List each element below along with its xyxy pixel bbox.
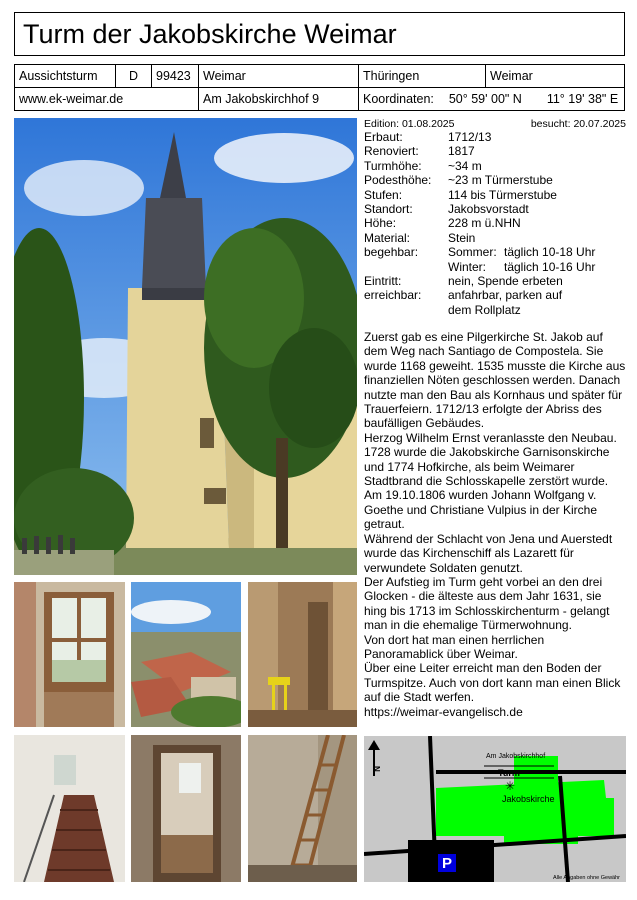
fact-elevation: Höhe: 228 m ü.NHN [364, 216, 521, 231]
district: Weimar [486, 65, 625, 88]
fact-accessible: begehbar: Sommer: täglich 10-18 Uhr Winter: täglich 10-16 Uhr [364, 245, 596, 274]
latitude: 50° 59' 00" N [448, 92, 522, 106]
tower-marker-icon: ✳ [504, 779, 516, 793]
city: Weimar [199, 65, 359, 88]
map-disclaimer: Alle Angaben ohne Gewähr [553, 875, 620, 881]
photo-panorama [131, 582, 241, 727]
north-arrow-icon [368, 740, 380, 750]
summer-label: Sommer: [448, 245, 497, 260]
paragraph-history: Zuerst gab es eine Pilgerkirche St. Jakob auf dem Weg nach Santiago de Compostela. Sie wurde 1168 geweiht. 1535 musste die Kirche aus finanziellen Nöten geschlossen werden. Danach nutzte man den Bau als Kornhaus und später für Trauerfeiern. 1712/13 erfolgte der Abriss des baufälligen Gebäudes. [364, 330, 626, 431]
map-north-label: N [372, 766, 381, 772]
facts-list [364, 130, 626, 317]
fact-platform-height: Podesthöhe: ~23 m Türmerstube [364, 173, 553, 188]
winter-hours: täglich 10-16 Uhr [504, 259, 596, 274]
fact-admission: Eintritt: nein, Spende erbeten [364, 274, 563, 289]
visit-date: besucht: 20.07.2025 [530, 118, 626, 130]
info-table [14, 64, 625, 111]
fact-material: Material: Stein [364, 230, 476, 245]
fact-steps: Stufen: 114 bis Türmerstube [364, 187, 557, 202]
location-map [364, 736, 626, 882]
address: Am Jakobskirchhof 9 [199, 88, 359, 111]
photo-tower-room [248, 582, 357, 727]
country-code: D [116, 65, 152, 88]
coordinates [359, 88, 625, 111]
state: Thüringen [359, 65, 486, 88]
map-tower-label: Turm [498, 768, 520, 778]
paragraph-panorama: Von dort hat man einen herrlichen Panoramablick über Weimar. [364, 632, 545, 661]
paragraph-ascent: Der Aufstieg im Turm geht vorbei an den drei Glocken - die älteste aus dem Jahr 1631, sie hing bis 1713 im Schlosskirchenturm - gelangt man in die ehemalige Türmerwohnung. [364, 574, 610, 633]
photo-ladder [248, 735, 357, 882]
fact-location: Standort: Jakobsvorstadt [364, 202, 529, 217]
zip-code: 99423 [152, 65, 199, 88]
photo-church-tower [14, 118, 357, 575]
winter-label: Winter: [448, 259, 487, 274]
photo-staircase [14, 735, 125, 882]
fact-tower-height: Turmhöhe: ~34 m [364, 158, 482, 173]
fact-renovated: Renoviert: 1817 [364, 144, 475, 159]
edition-date: Edition: 01.08.2025 [364, 118, 455, 130]
description [364, 330, 626, 719]
paragraph-ladder: Über eine Leiter erreicht man den Boden der Turmspitze. Auch von dort kann man einen Blick auf die Stadt werfen. [364, 661, 621, 705]
map-street-label: Am Jakobskirchhof [486, 753, 546, 760]
fact-reachable: erreichbar: anfahrbar, parken auf dem Rollplatz [364, 288, 563, 317]
fact-built: Erbaut: 1712/13 [364, 130, 492, 144]
website-link[interactable]: https://weimar-evangelisch.de [364, 704, 523, 719]
map-church-label: Jakobskirche [502, 794, 555, 804]
paragraph-goethe: Am 19.10.1806 wurden Johann Wolfgang v. Goethe und Christiane Vulpius in der Kirche getraut. [364, 488, 598, 532]
coords-label: Koordinaten: [363, 92, 434, 106]
photo-doorway [131, 735, 241, 882]
longitude: 11° 19' 38" E [546, 92, 619, 106]
photo-tower-window [14, 582, 125, 727]
parking-icon: P [441, 855, 453, 872]
paragraph-rebuild: Herzog Wilhelm Ernst veranlasste den Neubau. 1728 wurde die Jakobskirche Garnisonskirche und 1774 Hofkirche, als beim Weimarer Stadtbrand die Schlosskapelle zerstört wurde. [364, 430, 617, 489]
paragraph-battle: Während der Schlacht von Jena und Auerstedt wurde das Kirchenschiff als Lazarett für verwundete Soldaten genutzt. [364, 531, 613, 575]
website: www.ek-weimar.de [15, 88, 199, 111]
tower-type: Aussichtsturm [15, 65, 116, 88]
page-title: Turm der Jakobskirche Weimar [14, 12, 625, 56]
summer-hours: täglich 10-18 Uhr [504, 245, 596, 260]
